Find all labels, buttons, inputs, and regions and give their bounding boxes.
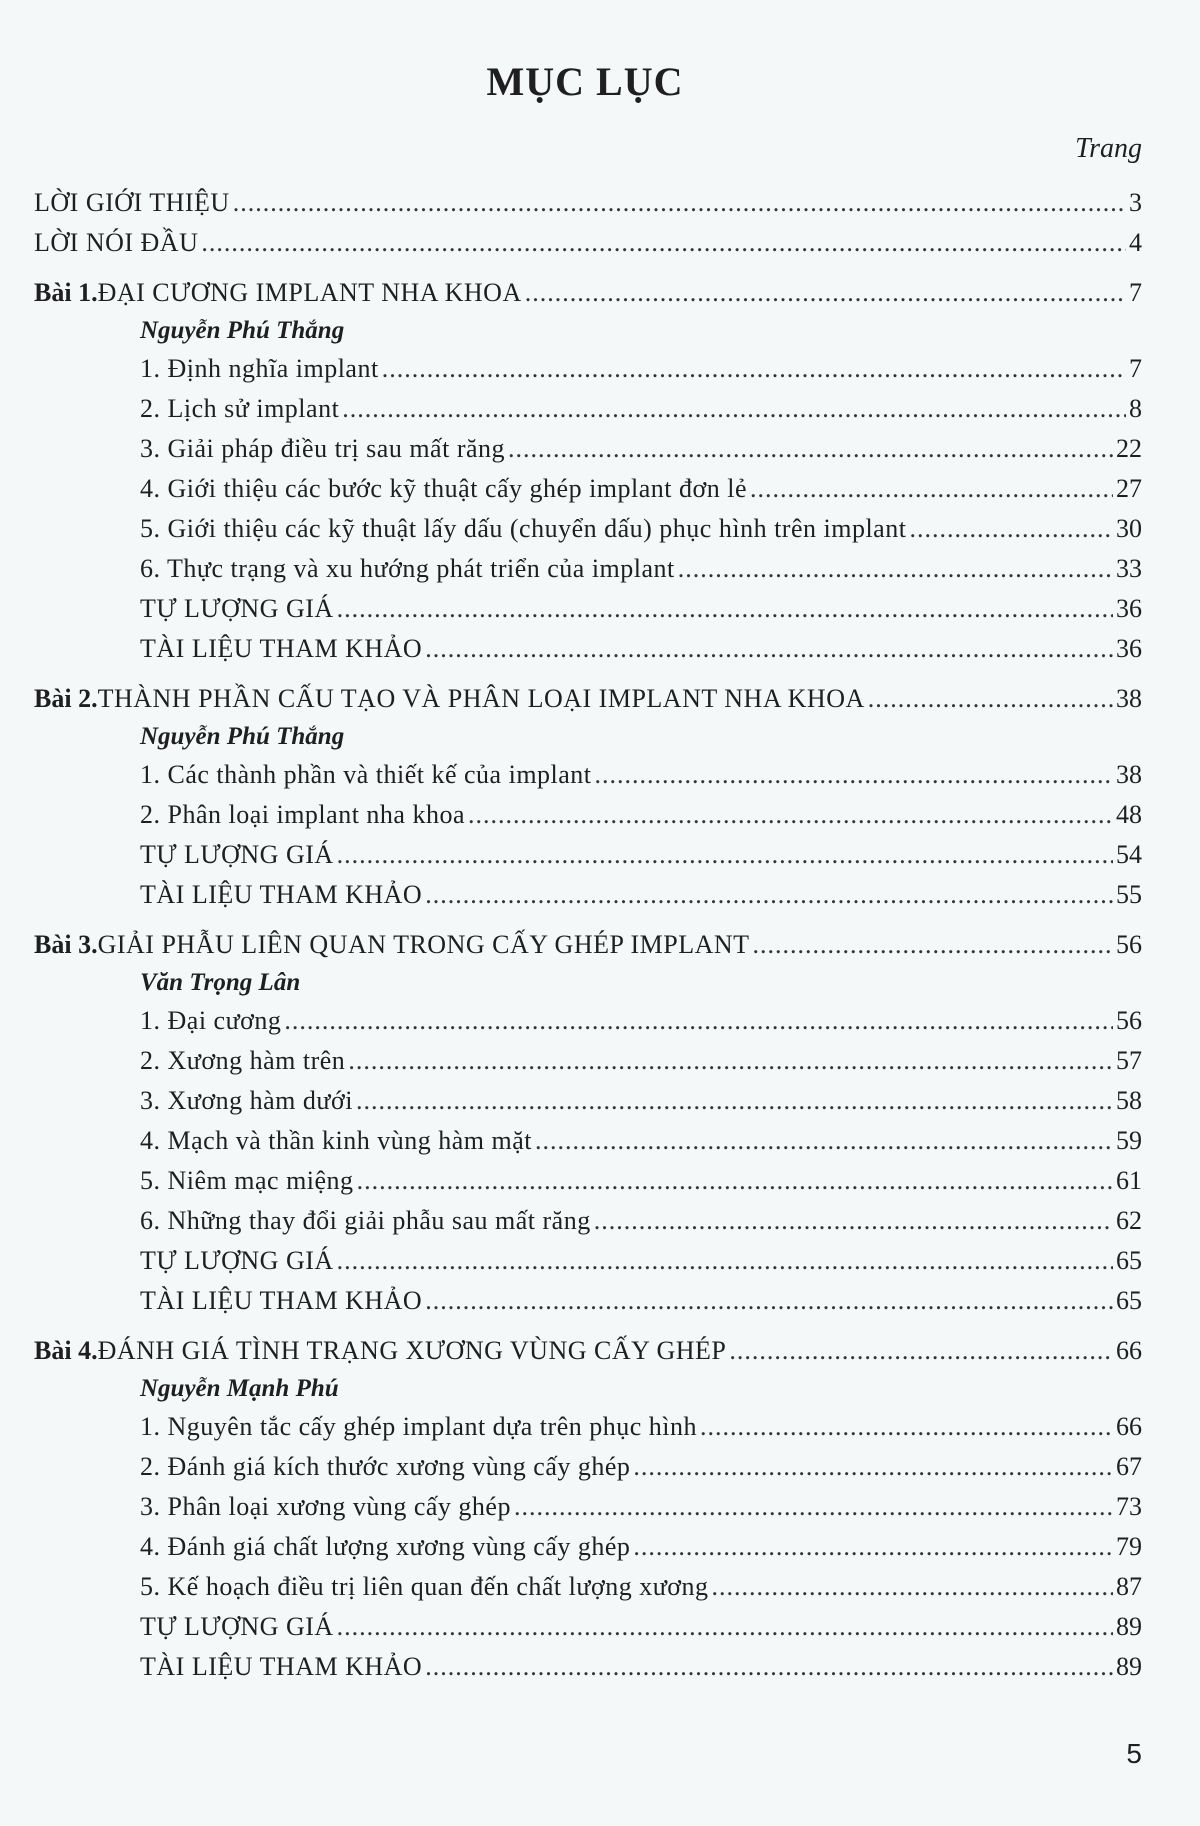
toc-entry-page: 30 [1116,514,1142,543]
toc-entry-label: THÀNH PHẦN CẤU TẠO VÀ PHÂN LOẠI IMPLANT NHA KHOA [97,684,865,713]
toc-entry-label: 6. Thực trạng và xu hướng phát triển của implant [140,554,675,583]
toc-entry-label: 1. Đại cương [140,1006,282,1035]
dot-leader [753,925,1113,965]
toc-entry-label: 3. Phân loại xương vùng cấy ghép [140,1492,511,1521]
toc-entry-page: 65 [1116,1286,1142,1315]
lesson-item[interactable] [34,509,1142,549]
dot-leader [909,509,1113,549]
toc-entry-page: 7 [1129,278,1142,307]
toc-entry-page: 56 [1116,1006,1142,1035]
front-matter-entry[interactable] [34,183,1142,223]
toc-entry-page: 38 [1116,760,1142,789]
toc-entry-label: 4. Mạch và thần kinh vùng hàm mặt [140,1126,532,1155]
lesson-item[interactable] [34,549,1142,589]
toc-entry-label: 2. Xương hàm trên [140,1046,346,1075]
lesson-item[interactable] [34,469,1142,509]
toc-entry-page: 8 [1129,394,1142,423]
dot-leader [468,795,1113,835]
toc-entry-label: TÀI LIỆU THAM KHẢO [140,1286,423,1315]
toc-entry-page: 36 [1116,594,1142,623]
lesson-heading[interactable] [34,925,1142,965]
toc-entry-page: 36 [1116,634,1142,663]
toc-entry-label: TÀI LIỆU THAM KHẢO [140,1652,423,1681]
lesson-item[interactable] [34,875,1142,915]
dot-leader [382,349,1126,389]
toc-entry-label: 3. Xương hàm dưới [140,1086,353,1115]
dot-leader [633,1527,1113,1567]
toc-entry-page: 59 [1116,1126,1142,1155]
dot-leader [678,549,1113,589]
toc-entry-page: 7 [1129,354,1142,383]
toc-entry-label: 5. Niêm mạc miệng [140,1166,354,1195]
lesson-author: Nguyễn Mạnh Phú [140,1375,339,1402]
toc-entry-page: 67 [1116,1452,1142,1481]
table-of-contents [34,183,1142,1687]
lesson-item[interactable] [34,835,1142,875]
toc-entry-label: 4. Giới thiệu các bước kỹ thuật cấy ghép implant đơn lẻ [140,474,748,503]
toc-entry-page: 22 [1116,434,1142,463]
dot-leader [712,1567,1113,1607]
lesson-item[interactable] [34,589,1142,629]
dot-leader [633,1447,1113,1487]
lesson-heading[interactable] [34,1331,1142,1371]
toc-entry-label: TÀI LIỆU THAM KHẢO [140,880,423,909]
toc-entry-page: 48 [1116,800,1142,829]
dot-leader [284,1001,1113,1041]
lesson-item[interactable] [34,1041,1142,1081]
toc-entry-page: 79 [1116,1532,1142,1561]
toc-entry-page: 3 [1129,188,1142,217]
dot-leader [337,835,1113,875]
lesson-item[interactable] [34,349,1142,389]
toc-entry-page: 89 [1116,1652,1142,1681]
dot-leader [868,679,1113,719]
lesson-item[interactable] [34,795,1142,835]
toc-entry-label: 4. Đánh giá chất lượng xương vùng cấy ghép [140,1532,631,1561]
dot-leader [337,1607,1113,1647]
lessons-list [34,273,1142,1687]
toc-entry-page: 57 [1116,1046,1142,1075]
lesson-item[interactable] [34,1281,1142,1321]
front-matter-list [34,183,1142,263]
dot-leader [508,429,1113,469]
toc-entry-label: TỰ LƯỢNG GIÁ [140,1612,334,1641]
toc-entry-page: 66 [1116,1336,1142,1365]
lesson-heading[interactable] [34,679,1142,719]
lesson-block [34,925,1142,1321]
dot-leader [425,629,1113,669]
dot-leader [356,1081,1113,1121]
lesson-item[interactable] [34,1567,1142,1607]
toc-entry-label: TỰ LƯỢNG GIÁ [140,840,334,869]
toc-entry-page: 61 [1116,1166,1142,1195]
lesson-number: Bài 1. [34,278,98,307]
dot-leader [525,273,1126,313]
lesson-item[interactable] [34,1001,1142,1041]
lesson-item[interactable] [34,389,1142,429]
dot-leader [514,1487,1113,1527]
toc-entry-label: TỰ LƯỢNG GIÁ [140,594,334,623]
lesson-item[interactable] [34,1081,1142,1121]
lesson-block [34,1331,1142,1687]
dot-leader [750,469,1113,509]
dot-leader [342,389,1126,429]
lesson-item[interactable] [34,1447,1142,1487]
toc-entry-label: TÀI LIỆU THAM KHẢO [140,634,423,663]
lesson-item[interactable] [34,1201,1142,1241]
dot-leader [201,223,1126,263]
toc-entry-page: 58 [1116,1086,1142,1115]
toc-entry-label: 2. Lịch sử implant [140,394,340,423]
toc-entry-label: TỰ LƯỢNG GIÁ [140,1246,334,1275]
page-number: 5 [1126,1738,1142,1769]
dot-leader [357,1161,1113,1201]
toc-entry-label: LỜI GIỚI THIỆU [34,188,230,217]
toc-entry-page: 27 [1116,474,1142,503]
lesson-item[interactable] [34,1241,1142,1281]
dot-leader [700,1407,1113,1447]
toc-entry-page: 56 [1116,930,1142,959]
toc-entry-label: 2. Đánh giá kích thước xương vùng cấy ghép [140,1452,631,1481]
toc-entry-label: 5. Kế hoạch điều trị liên quan đến chất lượng xương [140,1572,709,1601]
toc-entry-label: 1. Định nghĩa implant [140,354,379,383]
toc-entry-page: 87 [1116,1572,1142,1601]
toc-entry-label: 2. Phân loại implant nha khoa [140,800,466,829]
dot-leader [337,1241,1113,1281]
lesson-block [34,679,1142,915]
lesson-item[interactable] [34,1121,1142,1161]
lesson-heading[interactable] [34,273,1142,313]
toc-entry-page: 38 [1116,684,1142,713]
lesson-author: Văn Trọng Lân [140,969,301,996]
toc-entry-label: ĐÁNH GIÁ TÌNH TRẠNG XƯƠNG VÙNG CẤY GHÉP [97,1336,727,1365]
dot-leader [594,1201,1113,1241]
lesson-item[interactable] [34,1607,1142,1647]
lesson-number: Bài 3. [34,930,98,959]
dot-leader [595,755,1113,795]
dot-leader [729,1331,1113,1371]
toc-entry-label: 1. Các thành phần và thiết kế của implant [140,760,592,789]
lesson-item[interactable] [34,1161,1142,1201]
dot-leader [425,875,1113,915]
lesson-block [34,273,1142,669]
dot-leader [337,589,1113,629]
toc-entry-page: 54 [1116,840,1142,869]
toc-entry-label: ĐẠI CƯƠNG IMPLANT NHA KHOA [97,278,522,307]
dot-leader [425,1281,1113,1321]
lesson-item[interactable] [34,755,1142,795]
lesson-item[interactable] [34,629,1142,669]
toc-entry-page: 89 [1116,1612,1142,1641]
lesson-author: Nguyễn Phú Thắng [140,723,345,750]
lesson-item[interactable] [34,1407,1142,1447]
toc-entry-label: GIẢI PHẪU LIÊN QUAN TRONG CẤY GHÉP IMPLANT [97,930,750,959]
toc-entry-page: 73 [1116,1492,1142,1521]
lesson-item[interactable] [34,1527,1142,1567]
lesson-author: Nguyễn Phú Thắng [140,317,345,344]
toc-entry-label: 5. Giới thiệu các kỹ thuật lấy dấu (chuyển dấu) phục hình trên implant [140,514,907,543]
dot-leader [348,1041,1113,1081]
page-column-label: Trang [1075,133,1142,164]
front-matter-entry[interactable] [34,223,1142,263]
toc-entry-page: 4 [1129,228,1142,257]
toc-entry-page: 65 [1116,1246,1142,1275]
toc-entry-label: 6. Những thay đổi giải phẫu sau mất răng [140,1206,591,1235]
toc-entry-label: 1. Nguyên tắc cấy ghép implant dựa trên phục hình [140,1412,697,1441]
dot-leader [535,1121,1113,1161]
toc-entry-label: LỜI NÓI ĐẦU [34,228,199,257]
toc-entry-page: 33 [1116,554,1142,583]
toc-entry-page: 62 [1116,1206,1142,1235]
lesson-number: Bài 2. [34,684,98,713]
lesson-item[interactable] [34,1487,1142,1527]
page-title: MỤC LỤC [486,59,684,104]
dot-leader [233,183,1126,223]
lesson-item[interactable] [34,1647,1142,1687]
lesson-item[interactable] [34,429,1142,469]
toc-entry-page: 66 [1116,1412,1142,1441]
toc-entry-label: 3. Giải pháp điều trị sau mất răng [140,434,506,463]
lesson-number: Bài 4. [34,1336,98,1365]
dot-leader [425,1647,1113,1687]
toc-entry-page: 55 [1116,880,1142,909]
